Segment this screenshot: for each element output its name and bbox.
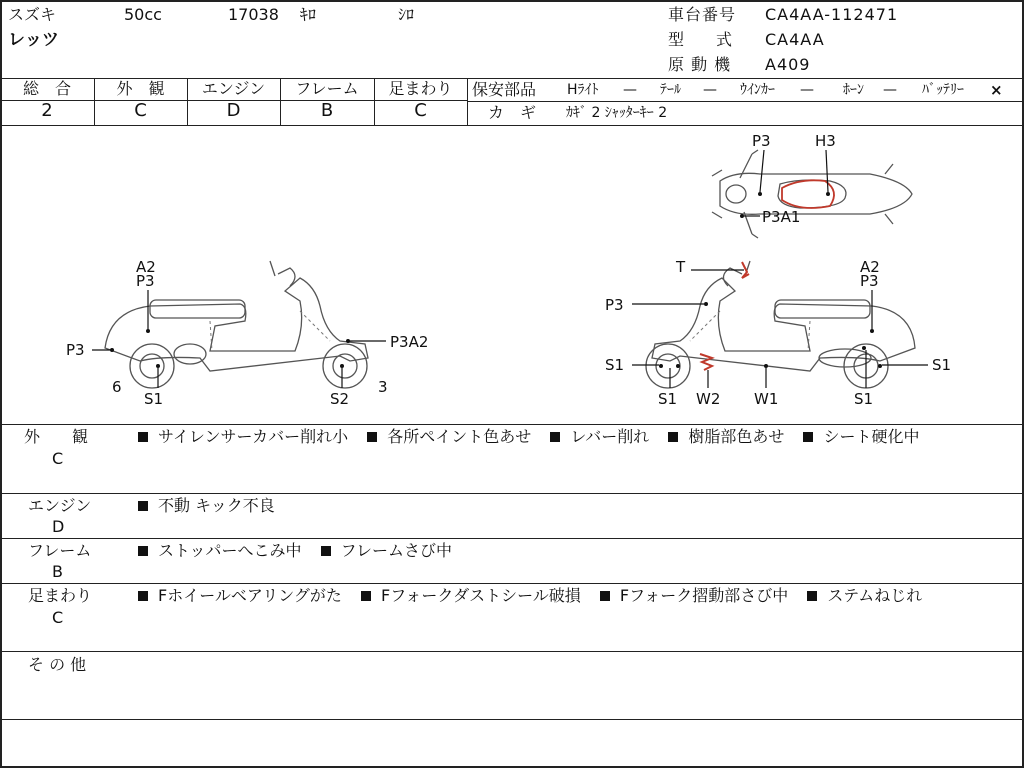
frame-no-label: 車台番号 — [668, 5, 737, 24]
model-name: レッツ — [8, 30, 59, 50]
safety-item-tail: ﾃｰﾙ — [660, 82, 681, 98]
remark-items — [138, 586, 936, 606]
label-right-s1-front: S1 — [605, 356, 625, 374]
remark-grade: C — [52, 608, 64, 627]
remark-title: そ の 他 — [28, 655, 87, 674]
grade-label: エンジン — [201, 79, 266, 98]
remark-items — [138, 496, 289, 516]
remarks-divider — [0, 651, 1024, 652]
label-right-a2: A2 — [860, 258, 880, 276]
remark-item: Fホイールベアリングがた — [138, 586, 342, 605]
safety-item-battery: ﾊﾞｯﾃﾘｰ — [922, 82, 964, 98]
safety-mark-tail: — — [703, 82, 717, 98]
right-view-scooter — [605, 258, 951, 408]
grade-value: C — [414, 100, 427, 121]
grade-cell-engine — [187, 79, 280, 123]
remark-title: フレーム — [28, 541, 92, 560]
grade-value: B — [320, 100, 334, 121]
remark-item: シート硬化中 — [803, 427, 919, 446]
grade-label: フレーム — [295, 79, 359, 98]
remark-item: 不動 キック不良 — [138, 496, 275, 515]
key-label: カ ギ — [488, 103, 537, 122]
grade-divider — [467, 78, 468, 125]
remark-item: 樹脂部色あせ — [668, 427, 784, 446]
left-view-scooter — [66, 258, 428, 408]
top-view-scooter — [712, 132, 912, 238]
label-left-6: 6 — [112, 378, 122, 396]
grade-cell-exterior — [94, 79, 187, 123]
label-right-t: T — [676, 258, 686, 276]
grade-label: 総 合 — [22, 79, 71, 98]
remarks-divider — [0, 583, 1024, 584]
remark-grade: B — [52, 562, 63, 581]
safety-mark-battery: × — [990, 81, 1003, 99]
remark-item: サイレンサーカバー削れ小 — [138, 427, 348, 446]
key-value: ｶｷﾞ 2 ｼｬｯﾀｰｷｰ 2 — [566, 105, 668, 121]
label-top-h3: H3 — [815, 132, 836, 150]
frame-no: CA4AA-112471 — [765, 5, 899, 24]
grade-value: C — [134, 100, 147, 121]
diagram-bottom-border — [0, 424, 1024, 425]
maker: スズキ — [8, 5, 57, 24]
grade-label: 足まわり — [388, 79, 453, 98]
grade-cell-overall — [0, 79, 94, 123]
remark-items — [138, 427, 933, 447]
remark-grade: D — [52, 517, 65, 536]
label-right-s1-rear: S1 — [932, 356, 952, 374]
remark-item: Fフォーク摺動部さび中 — [600, 586, 788, 605]
damage-diagram — [0, 126, 1024, 424]
safety-mark-horn: — — [883, 82, 897, 98]
safety-item-winker: ｳｲﾝｶｰ — [740, 82, 775, 98]
label-right-w2: W2 — [696, 390, 721, 408]
engine-label: 原 動 機 — [668, 55, 732, 74]
label-right-p3: P3 — [605, 296, 624, 314]
remark-grade: C — [52, 449, 64, 468]
safety-mid-border — [468, 101, 1024, 102]
remark-items — [138, 541, 466, 561]
safety-label: 保安部品 — [472, 80, 537, 99]
remark-item: 各所ペイント色あせ — [367, 427, 531, 446]
engine-code: A409 — [765, 55, 811, 74]
label-right-p3-seat: P3 — [860, 272, 879, 290]
safety-mark-headlight: — — [623, 82, 637, 98]
label-left-p3-front: P3 — [66, 341, 85, 359]
color: ｼﾛ — [398, 5, 415, 24]
grade-value: D — [226, 100, 241, 121]
damage-mark-w2 — [700, 354, 712, 370]
grade-cell-suspension — [374, 79, 467, 123]
label-left-a2: A2 — [136, 258, 156, 276]
remark-item: ストッパーへこみ中 — [138, 541, 302, 560]
label-left-s1: S1 — [144, 390, 164, 408]
remark-title: エンジン — [28, 496, 92, 515]
label-left-s2: S2 — [330, 390, 350, 408]
label-right-s1-bottom-rear: S1 — [854, 390, 874, 408]
label-left-p3a2: P3A2 — [390, 333, 429, 351]
label-left-p3: P3 — [136, 272, 155, 290]
grade-label: 外 観 — [116, 79, 165, 98]
remarks-divider — [0, 493, 1024, 494]
label-left-3: 3 — [378, 378, 388, 396]
mileage: 17038 — [228, 5, 279, 24]
remarks-divider — [0, 719, 1024, 720]
safety-item-headlight: Hﾗｲﾄ — [567, 82, 599, 98]
model-code: CA4AA — [765, 30, 825, 49]
remark-title: 外 観 — [24, 427, 89, 446]
grade-value: 2 — [41, 100, 53, 121]
model-label: 型 式 — [668, 30, 733, 49]
grade-cell-frame — [280, 79, 374, 123]
displacement: 50cc — [124, 5, 162, 24]
label-right-w1: W1 — [754, 390, 779, 408]
remark-item: ステムねじれ — [807, 586, 922, 605]
mileage-unit: ｷﾛ — [300, 5, 317, 24]
remarks-divider — [0, 538, 1024, 539]
label-top-p3a1: P3A1 — [762, 208, 801, 226]
label-right-s1-bottom: S1 — [658, 390, 678, 408]
label-top-p3: P3 — [752, 132, 771, 150]
safety-item-horn: ﾎｰﾝ — [843, 82, 864, 98]
safety-mark-winker: — — [800, 82, 814, 98]
remark-item: レバー削れ — [550, 427, 649, 446]
remark-item: Fフォークダストシール破損 — [361, 586, 581, 605]
remark-item: フレームさび中 — [321, 541, 452, 560]
remark-title: 足まわり — [28, 586, 93, 605]
